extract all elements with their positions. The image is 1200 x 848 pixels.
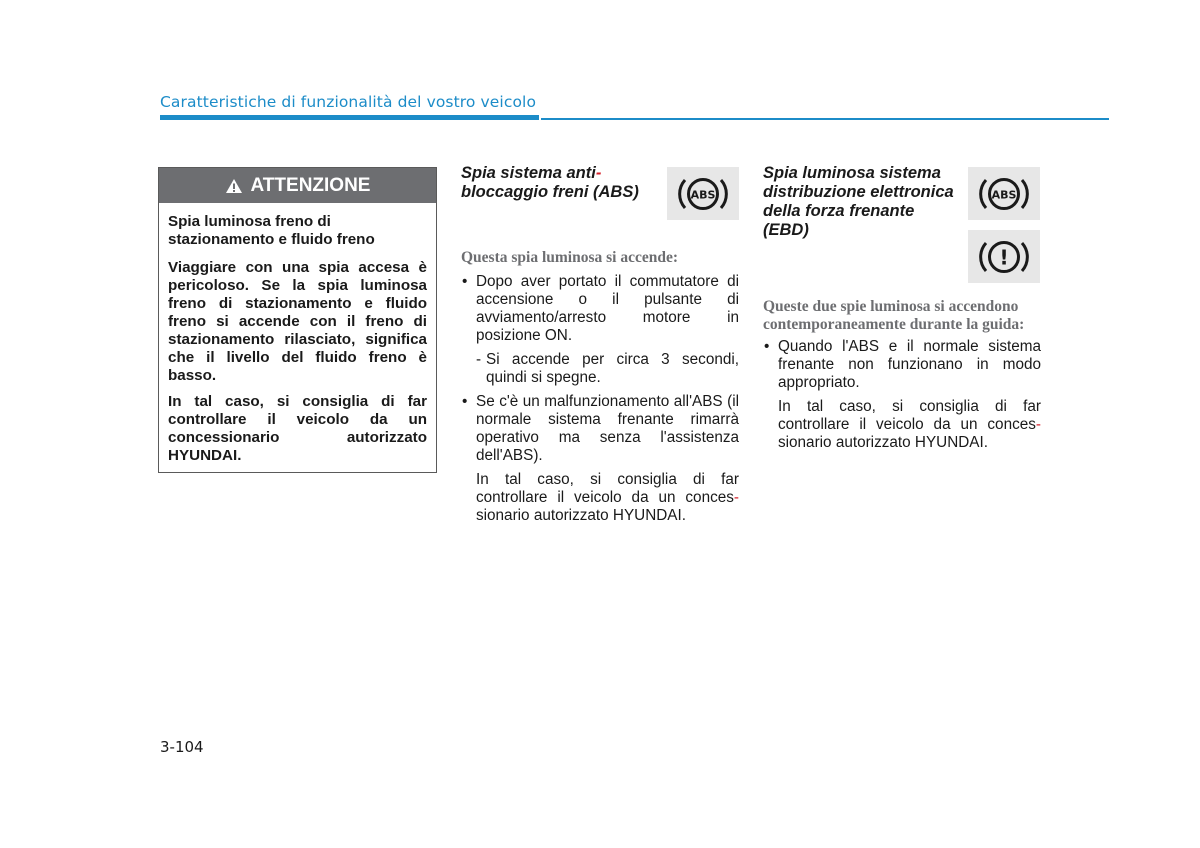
abs-bullet-2: • Se c'è un malfunzionamento all'ABS (il normale sistema frenante rimarrà operativo ma senza l'assistenza dell'ABS). <box>461 393 739 465</box>
abs-when-heading: Questa spia luminosa si accende: <box>461 249 679 266</box>
warning-heading: ATTENZIONE <box>250 174 371 196</box>
warning-paragraph-1: Viaggiare con una spia accesa è pericoloso. Se la spia luminosa freno di stazionamento e fluido freno si accende con il freno di stazionamento rilasciato, significa che il livello del fluido freno è basso. <box>168 259 427 384</box>
ebd-advice-hyphen: - <box>1035 416 1041 433</box>
abs-title-hyphen: - <box>595 164 602 182</box>
ebd-advice-part-b: sionario autorizzato HYUNDAI. <box>778 434 988 451</box>
ebd-body <box>763 298 1041 452</box>
ebd-abs-icon-label: ABS <box>991 188 1017 201</box>
abs-body <box>461 249 739 525</box>
ebd-abs-warning-light <box>968 167 1040 220</box>
abs-title-part-b: bloccaggio freni (ABS) <box>461 183 639 201</box>
abs-icon-label: ABS <box>690 188 716 201</box>
brake-icon-label: ! <box>999 245 1009 269</box>
page-number: 3-104 <box>160 738 204 756</box>
abs-warning-light <box>667 167 739 220</box>
abs-icon <box>976 171 1032 217</box>
section-header-title: Caratteristiche di funzionalità del vostro veicolo <box>160 93 537 111</box>
warning-box <box>158 167 437 473</box>
ebd-section-title: Spia luminosa sistema distribuzione elettronica della forza frenante (EBD) <box>763 164 954 239</box>
ebd-advice <box>763 398 1041 452</box>
ebd-advice-part-a: In tal caso, si consiglia di far controllare il veicolo da un conces <box>778 398 1041 433</box>
ebd-when-heading: Queste due spie luminosa si accendono contemporaneamente durante la guida: <box>763 298 1025 333</box>
abs-advice <box>461 471 739 525</box>
warning-header <box>159 168 436 203</box>
abs-title-part-a: Spia sistema anti <box>461 164 596 182</box>
brake-warning-icon <box>976 234 1032 280</box>
warning-subtitle: Spia luminosa freno di stazionamento e fluido freno <box>168 213 375 248</box>
abs-advice-part-a: In tal caso, si consiglia di far controllare il veicolo da un conces <box>476 471 739 506</box>
abs-advice-part-b: sionario autorizzato HYUNDAI. <box>476 507 686 524</box>
abs-icon <box>675 171 731 217</box>
abs-bullet-1: • Dopo aver portato il commutatore di accensione o il pulsante di avviamento/arresto motore in posizione ON. <box>461 273 739 345</box>
warning-triangle-icon <box>225 178 243 194</box>
header-rule-thin <box>541 118 1109 120</box>
header-rule-thick <box>160 115 539 120</box>
warning-paragraph-2: In tal caso, si consiglia di far controllare il veicolo da un concessionario autorizzato HYUNDAI. <box>168 393 427 464</box>
abs-section-title <box>461 164 661 202</box>
abs-advice-hyphen: - <box>733 489 739 506</box>
ebd-brake-warning-light <box>968 230 1040 283</box>
ebd-bullet-1: • Quando l'ABS e il normale sistema frenante non funzionano in modo appropriato. <box>763 338 1041 392</box>
abs-dash-1: - Si accende per circa 3 secondi, quindi si spegne. <box>461 351 739 387</box>
